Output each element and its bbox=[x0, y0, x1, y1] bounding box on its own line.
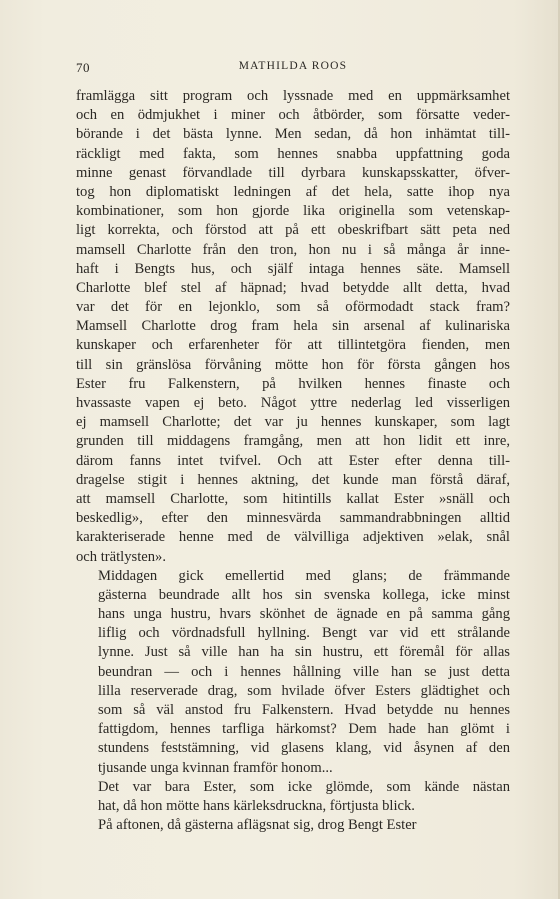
text-line: framlägga sitt program och lyssnade med en uppmärksamhet bbox=[76, 88, 510, 104]
text-line: ligt korrekta, och förstod att på ett obeskrifbart sätt peta ned bbox=[76, 222, 510, 239]
text-line: På aftonen, då gästerna aflägsnat sig, drog Bengt Ester bbox=[98, 817, 417, 834]
text-line: stundens feststämning, vid glasens klang, vid åsynen af den bbox=[98, 740, 510, 757]
running-title: MATHILDA ROOS bbox=[238, 60, 348, 72]
text-line: Ester fru Falkenstern, på hvilken hennes finaste och bbox=[76, 375, 510, 392]
page-number: 70 bbox=[76, 60, 90, 75]
text-line: dragelse stigit i hennes aktning, det kunde man förstå däraf, bbox=[76, 471, 510, 488]
text-line: hvassaste vapen ej beto. Något yttre nederlag led visserligen bbox=[76, 395, 510, 411]
paragraph bbox=[76, 816, 510, 835]
text-line: därom fanns intet tvifvel. Och att Ester efter denna till- bbox=[76, 452, 510, 469]
text-line: lynne. Just så ville han ha sin hustru, ett föremål för allas bbox=[98, 644, 510, 661]
text-line: hat, då hon mötte hans kärleksdruckna, förtjusta blick. bbox=[98, 797, 415, 814]
text-line: kombinationer, som hon gjorde lika originella som vetenskap- bbox=[76, 203, 510, 220]
text-line: börande i det bästa lynne. Men sedan, då hon inhämtat till- bbox=[76, 126, 510, 143]
text-line: som så väl anstod fru Falkenstern. Hvad betydde nu hennes bbox=[98, 702, 510, 718]
text-line: till sin gränslösa förvåning mötte hon för första gången hos bbox=[76, 356, 510, 373]
text-line: hans unga hustru, hvars skönhet de ägnade en på samma gång bbox=[98, 606, 510, 623]
text-line: var det för en lejonklo, som så oförmodadt stack fram? bbox=[76, 299, 510, 316]
text-line: Det var bara Ester, som icke glömde, som kände nästan bbox=[98, 778, 510, 795]
paragraph bbox=[76, 778, 510, 816]
text-line: räckligt med fakta, som hennes snabba uppfattning goda bbox=[76, 145, 510, 162]
text-line: haft i Bengts hus, och själf intaga hennes säte. Mamsell bbox=[76, 260, 510, 277]
text-line: kunskaper och erfarenheter för att tillintetgöra fienden, men bbox=[76, 337, 510, 354]
text-line: beskedlig», efter den minnesvärda sammandrabbningen alltid bbox=[76, 510, 510, 527]
text-line: tog hon diplomatiskt ledningen af det hela, satte ihop nya bbox=[76, 183, 510, 200]
text-line: karakteriserade henne med de välvilliga adjektiven »elak, snål bbox=[76, 529, 510, 546]
text-line: att mamsell Charlotte, som hitintills kallat Ester »snäll och bbox=[76, 490, 510, 507]
text-line: tjusande unga kvinnan framför honom... bbox=[98, 759, 333, 776]
text-line: grunden till middagens framgång, men att hon lidit ett inre, bbox=[76, 433, 510, 450]
text-line: lilla reserverade drag, som hvilade öfver Esters glädtighet och bbox=[98, 682, 510, 699]
text-line: Charlotte blef stel af häpnad; hvad betydde allt detta, hvad bbox=[76, 279, 510, 296]
paragraph bbox=[76, 567, 510, 778]
page-header bbox=[76, 60, 510, 78]
text-line: liflig och vördnadsfull hyllning. Bengt var vid ett strålande bbox=[98, 625, 510, 642]
text-line: mamsell Charlotte från den tron, hon nu i så många år inne- bbox=[76, 241, 510, 258]
text-line: minne genast förvandlade till dyrbara kunskapsskatter, öfver- bbox=[76, 164, 510, 181]
text-line: Middagen gick emellertid med glans; de främmande bbox=[98, 567, 510, 584]
text-line: ej mamsell Charlotte; det var ju hennes kunskaper, som lagt bbox=[76, 414, 510, 431]
text-line: och en ödmjukhet i miner och åtbörder, som försatte veder- bbox=[76, 107, 510, 124]
text-line: och trätlysten». bbox=[76, 548, 166, 565]
text-line: gästerna beundrade allt hos sin svenska kollega, icke minst bbox=[98, 586, 510, 603]
text-line: Mamsell Charlotte drog fram hela sin arsenal af kulinariska bbox=[76, 318, 510, 335]
text-line: fattigdom, hennes tarfliga härkomst? Dem hade han glömt i bbox=[98, 721, 510, 738]
text-line: beundran — och i hennes hållning ville han se just detta bbox=[98, 663, 510, 680]
paragraph bbox=[76, 87, 510, 567]
body-text bbox=[76, 87, 510, 835]
